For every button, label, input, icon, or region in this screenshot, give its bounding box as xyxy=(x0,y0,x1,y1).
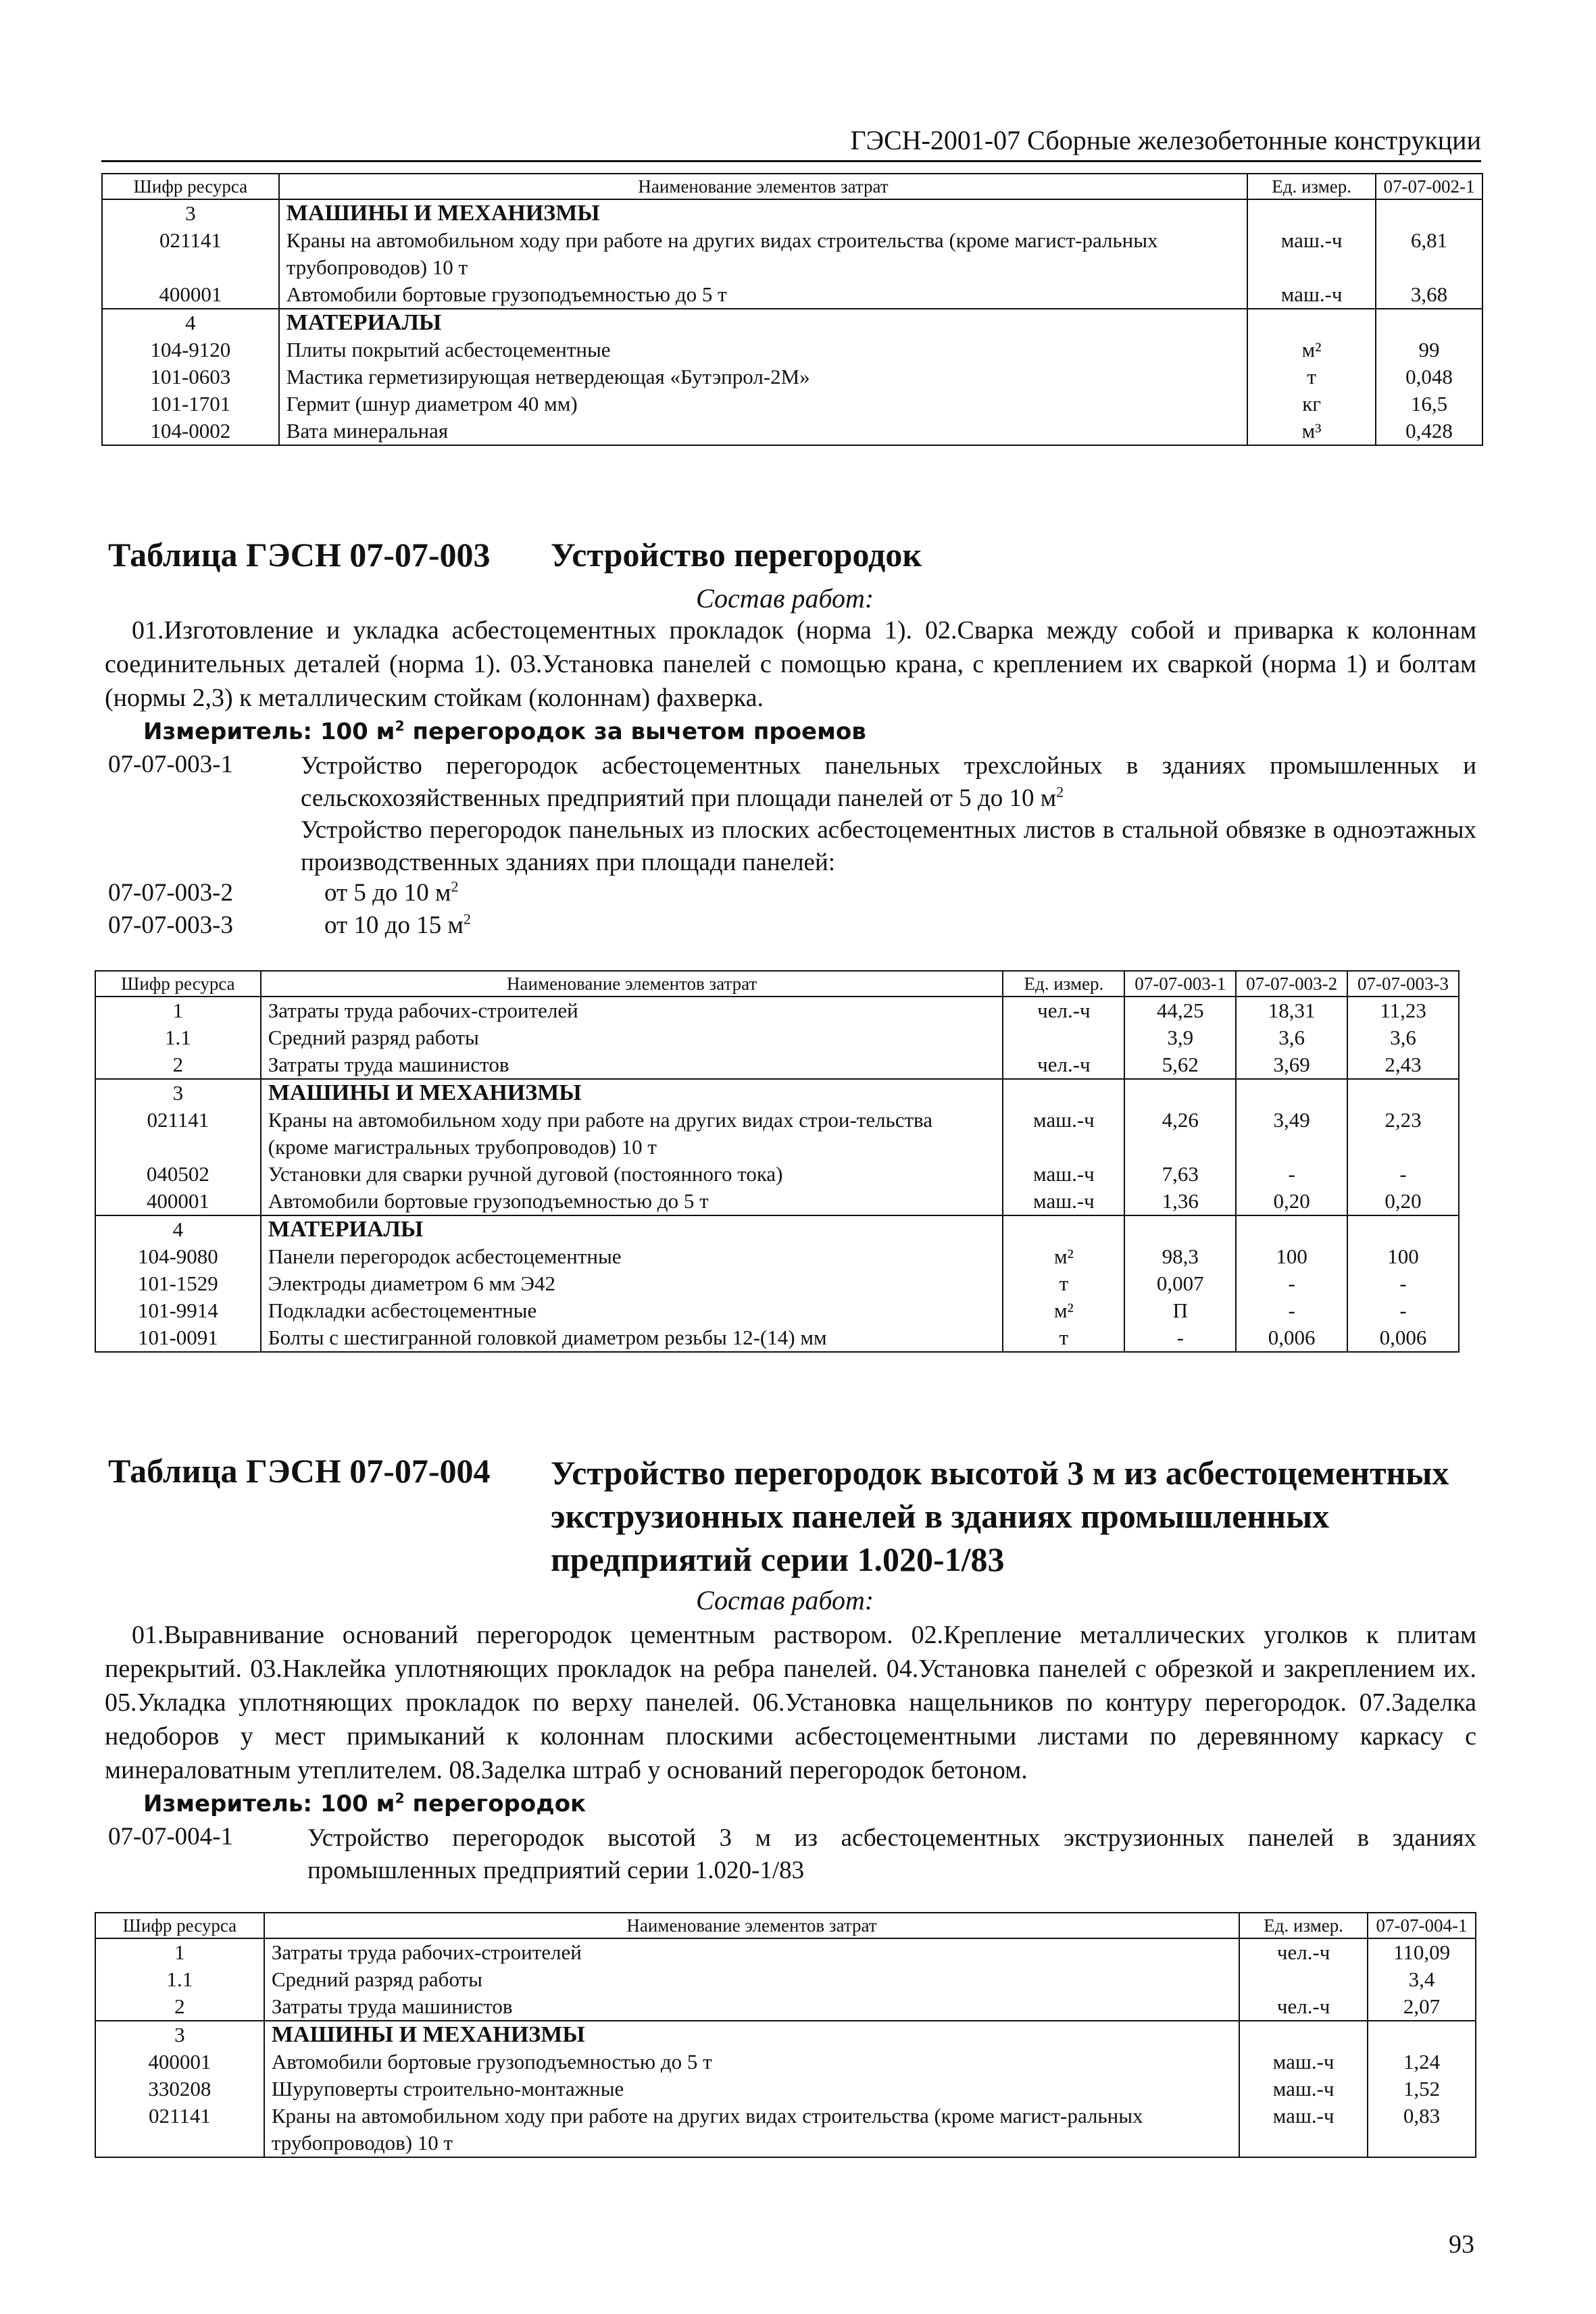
resource-name: Затраты труда рабочих-строителей xyxy=(264,1938,1239,1966)
resource-table-003 xyxy=(95,970,1460,1353)
norm-code-003-2: 07-07-003-2 xyxy=(108,879,233,907)
resource-unit xyxy=(1239,1966,1368,1993)
resource-value: 0,83 xyxy=(1368,2103,1476,2157)
table-section-row xyxy=(102,199,1482,227)
norm-text-003-3: от 10 до 15 $м^2$ xyxy=(324,910,472,939)
table-row xyxy=(95,997,1459,1024)
resource-value: - xyxy=(1236,1161,1347,1188)
resource-unit xyxy=(1247,309,1376,336)
table-row xyxy=(95,1051,1459,1079)
table-row xyxy=(95,1270,1459,1297)
resource-value xyxy=(1124,1215,1236,1243)
resource-code: 2 xyxy=(95,1051,261,1079)
col-header-norm-1: 07-07-003-1 xyxy=(1124,971,1236,997)
resource-value: 3,49 xyxy=(1236,1107,1347,1161)
work-composition-004: 01.Выравнивание оснований перегородок цементным раствором. 02.Крепление металлических уголков к плитам перекрытий. 03.Наклейка уплотняющих прокладок на ребра панелей. 04.Установка панелей с обрезкой и закреплением их. 05.Укладка уплотняющих прокладок по верху панелей. 06.Установка нащельников по контуру перегородок. 07.Заделка недоборов у мест примыканий к колоннам плоскими асбестоцементными листами по деревянному каркасу с минераловатным утеплителем. 08.Заделка штраб у оснований перегородок бетоном. xyxy=(105,1621,1476,1784)
resource-value: 0,048 xyxy=(1376,363,1482,391)
table-label-003: Таблица ГЭСН 07-07-003 xyxy=(108,536,491,574)
page-number: 93 xyxy=(1449,2230,1474,2259)
resource-unit: маш.-ч xyxy=(1247,281,1376,309)
resource-unit xyxy=(1003,1215,1124,1243)
table-label-004: Таблица ГЭСН 07-07-004 xyxy=(108,1452,491,1490)
col-header-code: Шифр ресурса xyxy=(95,971,261,997)
resource-value: 100 xyxy=(1347,1243,1459,1270)
resource-value: 3,69 xyxy=(1236,1051,1347,1079)
measure-004: Измеритель: 100 $м^2$ перегородок xyxy=(143,1790,587,1817)
resource-code: 3 xyxy=(95,1079,261,1107)
table-row xyxy=(95,1161,1459,1188)
resource-unit: маш.-ч xyxy=(1239,2103,1368,2157)
resource-table-002 xyxy=(101,173,1483,446)
resource-value: - xyxy=(1347,1297,1459,1324)
resource-name: Вата минеральная xyxy=(279,418,1247,445)
resource-code: 101-0091 xyxy=(95,1324,261,1352)
resource-code: 101-9914 xyxy=(95,1297,261,1324)
resource-name: Автомобили бортовые грузоподъемностью до 5 т xyxy=(264,2048,1239,2076)
resource-code: 040502 xyxy=(95,1161,261,1188)
resource-code: 021141 xyxy=(95,2103,264,2157)
resource-value: - xyxy=(1124,1324,1236,1352)
table-row xyxy=(102,227,1482,281)
resource-name: Электроды диаметром 6 мм Э42 xyxy=(261,1270,1003,1297)
resource-unit: чел.-ч xyxy=(1003,997,1124,1024)
resource-unit: чел.-ч xyxy=(1239,1993,1368,2021)
table-row xyxy=(95,1966,1476,1993)
resource-code: 1 xyxy=(95,1938,264,1966)
resource-code: 101-0603 xyxy=(102,363,279,391)
resource-value: 2,23 xyxy=(1347,1107,1459,1161)
col-header-unit: Ед. измер. xyxy=(1239,1913,1368,1938)
resource-unit xyxy=(1003,1079,1124,1107)
resource-code: 1.1 xyxy=(95,1024,261,1051)
resource-name: МАТЕРИАЛЫ xyxy=(279,309,1247,336)
resource-code: 104-0002 xyxy=(102,418,279,445)
resource-name: Затраты труда машинистов xyxy=(264,1993,1239,2021)
norm-group-text-003: Устройство перегородок панельных из плоских асбестоцементных листов в стальной обвязке в одноэтажных производственных зданиях при площади панелей: xyxy=(301,816,1476,876)
table-section-row xyxy=(95,2021,1476,2048)
table-row xyxy=(102,418,1482,445)
measure-003: Измеритель: 100 $м^2$ перегородок за вычетом проемов xyxy=(143,718,866,745)
resource-value xyxy=(1236,1079,1347,1107)
norm-text-003-2: от 5 до 10 $м^2$ xyxy=(324,878,459,907)
resource-table-004 xyxy=(95,1912,1476,2158)
work-composition-label-004: Состав работ: xyxy=(696,1585,874,1615)
resource-unit: м³ xyxy=(1247,418,1376,445)
resource-unit: кг xyxy=(1247,391,1376,418)
col-header-norm: 07-07-002-1 xyxy=(1376,174,1482,199)
table-row xyxy=(102,281,1482,309)
resource-value: 1,52 xyxy=(1368,2076,1476,2103)
resource-name: Автомобили бортовые грузоподъемностью до 5 т xyxy=(261,1188,1003,1215)
resource-name: МАШИНЫ И МЕХАНИЗМЫ xyxy=(279,199,1247,227)
resource-value xyxy=(1376,199,1482,227)
table-row xyxy=(95,1993,1476,2021)
resource-name: Панели перегородок асбестоцементные xyxy=(261,1243,1003,1270)
resource-code: 3 xyxy=(102,199,279,227)
table-section-row xyxy=(95,1079,1459,1107)
col-header-norm-2: 07-07-003-2 xyxy=(1236,971,1347,997)
resource-value: 98,3 xyxy=(1124,1243,1236,1270)
resource-value: - xyxy=(1236,1297,1347,1324)
table-row xyxy=(102,391,1482,418)
resource-unit: маш.-ч xyxy=(1239,2048,1368,2076)
norm-code-004-1: 07-07-004-1 xyxy=(108,1823,233,1851)
resource-value: 1,36 xyxy=(1124,1188,1236,1215)
resource-code: 021141 xyxy=(95,1107,261,1161)
resource-name: Подкладки асбестоцементные xyxy=(261,1297,1003,1324)
resource-value: 2,07 xyxy=(1368,1993,1476,2021)
resource-name: МАШИНЫ И МЕХАНИЗМЫ xyxy=(261,1079,1003,1107)
resource-unit: м² xyxy=(1003,1297,1124,1324)
work-composition-label-003: Состав работ: xyxy=(696,583,874,613)
resource-code: 330208 xyxy=(95,2076,264,2103)
col-header-unit: Ед. измер. xyxy=(1003,971,1124,997)
resource-name: Плиты покрытий асбестоцементные xyxy=(279,336,1247,363)
table-row xyxy=(95,2076,1476,2103)
resource-value: 5,62 xyxy=(1124,1051,1236,1079)
resource-code: 400001 xyxy=(102,281,279,309)
resource-code: 400001 xyxy=(95,1188,261,1215)
resource-code: 104-9120 xyxy=(102,336,279,363)
table-section-row xyxy=(95,1215,1459,1243)
table-title-004: Устройство перегородок высотой 3 м из асбестоцементных экструзионных панелей в зданиях промышленных предприятий серии 1.020-1/83 xyxy=(551,1454,1449,1578)
resource-value: 0,20 xyxy=(1347,1188,1459,1215)
resource-value: 110,09 xyxy=(1368,1938,1476,1966)
resource-value: - xyxy=(1347,1161,1459,1188)
resource-code: 021141 xyxy=(102,227,279,281)
resource-name: Затраты труда машинистов xyxy=(261,1051,1003,1079)
resource-unit: т xyxy=(1247,363,1376,391)
running-header: ГЭСН-2001-07 Сборные железобетонные конструкции xyxy=(101,124,1481,162)
resource-value: 3,6 xyxy=(1236,1024,1347,1051)
resource-value: - xyxy=(1347,1270,1459,1297)
resource-name: МАТЕРИАЛЫ xyxy=(261,1215,1003,1243)
resource-value: 0,20 xyxy=(1236,1188,1347,1215)
resource-value: 11,23 xyxy=(1347,997,1459,1024)
resource-value xyxy=(1124,1079,1236,1107)
resource-unit: чел.-ч xyxy=(1239,1938,1368,1966)
resource-value: 44,25 xyxy=(1124,997,1236,1024)
resource-code: 1 xyxy=(95,997,261,1024)
resource-value: 2,43 xyxy=(1347,1051,1459,1079)
table-row xyxy=(95,2048,1476,2076)
resource-value: - xyxy=(1236,1270,1347,1297)
resource-code: 104-9080 xyxy=(95,1243,261,1270)
resource-unit: чел.-ч xyxy=(1003,1051,1124,1079)
col-header-name: Наименование элементов затрат xyxy=(261,971,1003,997)
resource-value: 3,9 xyxy=(1124,1024,1236,1051)
resource-value: 0,428 xyxy=(1376,418,1482,445)
resource-code: 400001 xyxy=(95,2048,264,2076)
resource-unit: т xyxy=(1003,1324,1124,1352)
resource-unit xyxy=(1003,1024,1124,1051)
resource-value xyxy=(1368,2021,1476,2048)
resource-value: 3,6 xyxy=(1347,1024,1459,1051)
resource-code: 101-1529 xyxy=(95,1270,261,1297)
resource-name: Шуруповерты строительно-монтажные xyxy=(264,2076,1239,2103)
resource-name: Автомобили бортовые грузоподъемностью до 5 т xyxy=(279,281,1247,309)
resource-name: Затраты труда рабочих-строителей xyxy=(261,997,1003,1024)
col-header-norm: 07-07-004-1 xyxy=(1368,1913,1476,1938)
resource-code: 101-1701 xyxy=(102,391,279,418)
table-row xyxy=(95,1188,1459,1215)
resource-name: Краны на автомобильном ходу при работе на других видах строительства (кроме магист-ральных трубопроводов) 10 т xyxy=(279,227,1247,281)
table-row xyxy=(95,1324,1459,1352)
resource-value: 99 xyxy=(1376,336,1482,363)
resource-unit: т xyxy=(1003,1270,1124,1297)
resource-value: 3,68 xyxy=(1376,281,1482,309)
work-composition-003: 01.Изготовление и укладка асбестоцементных прокладок (норма 1). 02.Сварка между собой и приварка к колоннам соединительных деталей (норма 1). 03.Установка панелей с помощью крана, с креплением их сваркой (норма 1) и болтам (нормы 2,3) к металлическим стойкам (колоннам) фахверка. xyxy=(105,616,1476,712)
resource-unit xyxy=(1247,199,1376,227)
resource-name: Болты с шестигранной головкой диаметром резьбы 12-(14) мм xyxy=(261,1324,1003,1352)
resource-name: Средний разряд работы xyxy=(261,1024,1003,1051)
resource-unit: маш.-ч xyxy=(1003,1107,1124,1161)
col-header-code: Шифр ресурса xyxy=(102,174,279,199)
table-title-003: Устройство перегородок xyxy=(551,536,922,574)
resource-value: 18,31 xyxy=(1236,997,1347,1024)
resource-name: Краны на автомобильном ходу при работе на других видах строительства (кроме магист-ральных трубопроводов) 10 т xyxy=(264,2103,1239,2157)
resource-value: 7,63 xyxy=(1124,1161,1236,1188)
resource-unit: м² xyxy=(1247,336,1376,363)
norm-code-003-3: 07-07-003-3 xyxy=(108,911,233,939)
table-row xyxy=(102,363,1482,391)
resource-value: 0,007 xyxy=(1124,1270,1236,1297)
resource-name: Мастика герметизирующая нетвердеющая «Бутэпрол-2М» xyxy=(279,363,1247,391)
resource-value xyxy=(1347,1215,1459,1243)
resource-code: 1.1 xyxy=(95,1966,264,1993)
table-row xyxy=(102,336,1482,363)
col-header-code: Шифр ресурса xyxy=(95,1913,264,1938)
resource-value: 100 xyxy=(1236,1243,1347,1270)
col-header-name: Наименование элементов затрат xyxy=(279,174,1247,199)
resource-name: Гермит (шнур диаметром 40 мм) xyxy=(279,391,1247,418)
resource-value xyxy=(1236,1215,1347,1243)
resource-unit: маш.-ч xyxy=(1247,227,1376,281)
col-header-name: Наименование элементов затрат xyxy=(264,1913,1239,1938)
resource-unit: маш.-ч xyxy=(1003,1188,1124,1215)
resource-unit xyxy=(1239,2021,1368,2048)
resource-value: 3,4 xyxy=(1368,1966,1476,1993)
col-header-norm-3: 07-07-003-3 xyxy=(1347,971,1459,997)
table-row xyxy=(95,1297,1459,1324)
resource-name: Средний разряд работы xyxy=(264,1966,1239,1993)
resource-value: 6,81 xyxy=(1376,227,1482,281)
table-row xyxy=(95,2103,1476,2157)
resource-value: 16,5 xyxy=(1376,391,1482,418)
table-row xyxy=(95,1024,1459,1051)
resource-value: 0,006 xyxy=(1236,1324,1347,1352)
table-row xyxy=(95,1938,1476,1966)
norm-code-003-1: 07-07-003-1 xyxy=(108,751,233,778)
resource-name: МАШИНЫ И МЕХАНИЗМЫ xyxy=(264,2021,1239,2048)
col-header-unit: Ед. измер. xyxy=(1247,174,1376,199)
norm-text-004-1: Устройство перегородок высотой 3 м из асбестоцементных экструзионных панелей в зданиях промышленных предприятий серии 1.020-1/83 xyxy=(307,1824,1476,1884)
resource-name: Краны на автомобильном ходу при работе на других видах строи-тельства (кроме магистральных трубопроводов) 10 т xyxy=(261,1107,1003,1161)
table-row xyxy=(95,1107,1459,1161)
resource-value: 0,006 xyxy=(1347,1324,1459,1352)
table-section-row xyxy=(102,309,1482,336)
resource-code: 3 xyxy=(95,2021,264,2048)
resource-code: 2 xyxy=(95,1993,264,2021)
resource-value xyxy=(1347,1079,1459,1107)
table-row xyxy=(95,1243,1459,1270)
resource-value: 1,24 xyxy=(1368,2048,1476,2076)
norm-text-003-1: Устройство перегородок асбестоцементных панельных трехслойных в зданиях промышленных и сельскохозяйственных предприятий при площади панелей от 5 до 10 $м^2$ xyxy=(301,752,1476,812)
resource-value: 4,26 xyxy=(1124,1107,1236,1161)
resource-code: 4 xyxy=(102,309,279,336)
resource-unit: м² xyxy=(1003,1243,1124,1270)
resource-value xyxy=(1376,309,1482,336)
resource-code: 4 xyxy=(95,1215,261,1243)
resource-unit: маш.-ч xyxy=(1239,2076,1368,2103)
resource-value: П xyxy=(1124,1297,1236,1324)
resource-name: Установки для сварки ручной дуговой (постоянного тока) xyxy=(261,1161,1003,1188)
resource-unit: маш.-ч xyxy=(1003,1161,1124,1188)
